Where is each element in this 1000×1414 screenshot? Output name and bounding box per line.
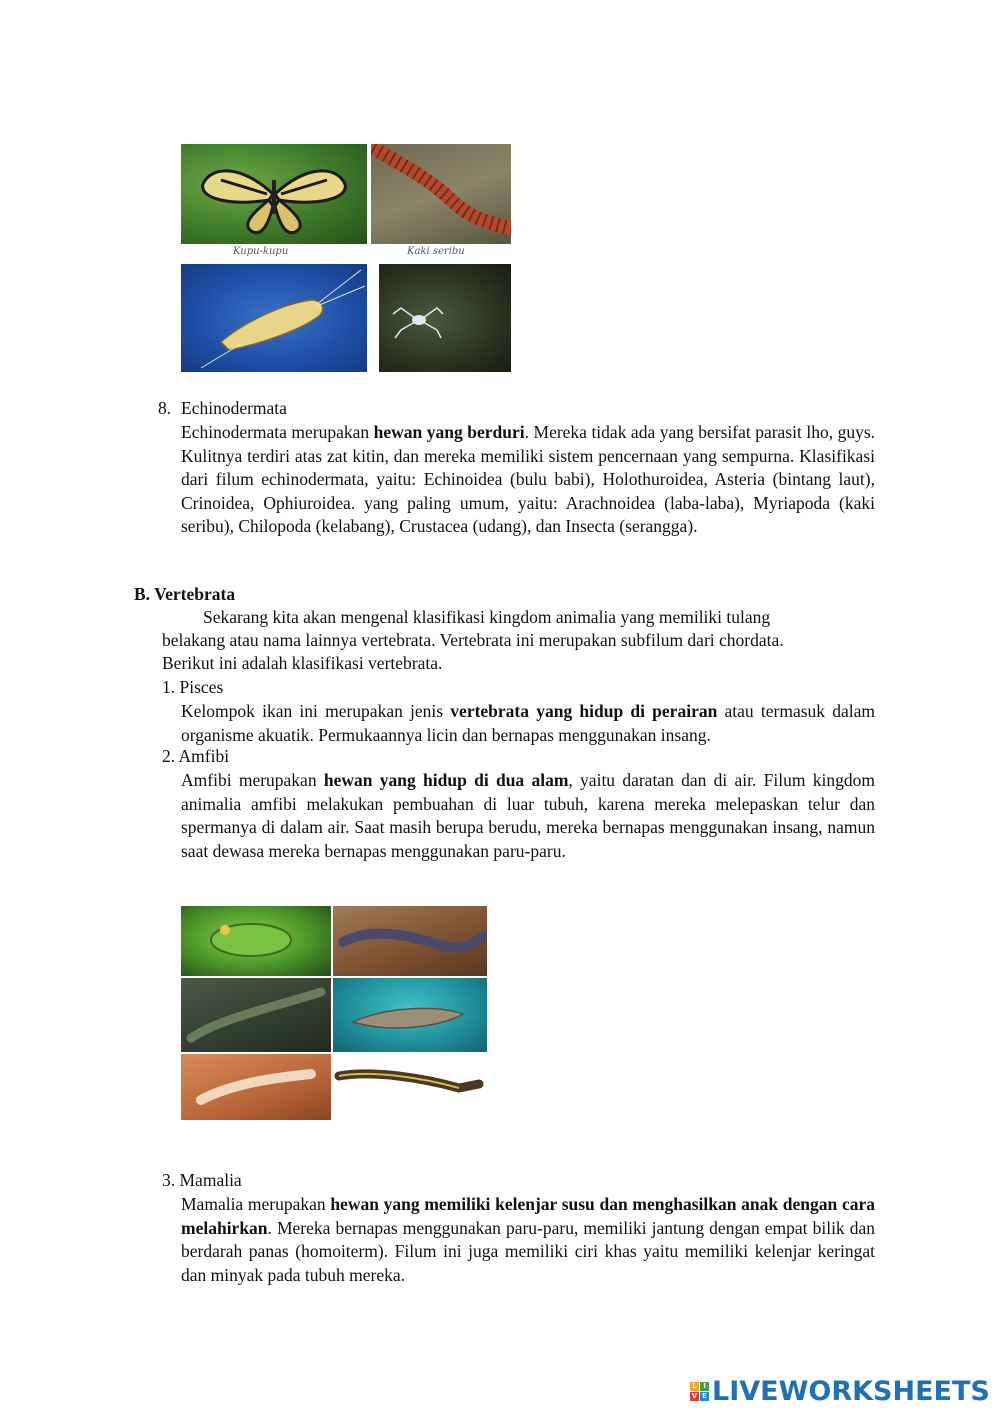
butterfly-caption: Kupu-kupu [233,246,289,257]
echinodermata-text-bold: hewan yang berduri [373,422,525,442]
vertebrata-intro-line-2: belakang atau nama lainnya vertebrata. Vertebrata ini merupakan subfilum dari chordata. [162,630,784,650]
echinodermata-title: Echinodermata [181,398,287,418]
echinodermata-text-start: Echinodermata merupakan [181,422,374,442]
spider-photo [379,264,511,372]
shrimp-photo [181,264,367,372]
pisces-text-bold: vertebrata yang hidup di perairan [450,701,718,721]
amphibian-photo-grid [181,906,487,1120]
logo-mark-icon [690,1382,709,1401]
arthropod-photo-grid [181,144,511,372]
amfibi-text-rest: , yaitu daratan dan di air. Filum kingdom animalia amfibi melakukan pembuahan di luar tubuh, karena mereka melepaskan telur dan spermanya di dalam air. Saat masih berupa berudu, mereka bernapas menggunakan insang, namun saat dewasa mereka bernapas menggunakan paru-paru. [181,770,875,861]
logo-mark-letter: L [690,1382,699,1391]
lizard-like-amphibian-photo [181,1054,331,1120]
echinodermata-number: 8. [158,398,172,418]
liveworksheets-logo [690,1374,990,1408]
mamalia-text-bold: hewan yang memiliki kelenjar susu dan menghasilkan anak dengan cara melahirkan [181,1194,875,1238]
amfibi-text-bold: hewan yang hidup di dua alam [323,770,569,790]
pisces-paragraph [181,700,875,747]
frog-photo [181,906,331,976]
logo-mark-letter: E [700,1392,709,1401]
butterfly-photo [181,144,367,244]
mamalia-title: 3. Mamalia [162,1170,242,1190]
logo-mark-letter: I [700,1382,709,1391]
echinodermata-text-rest: . Mereka tidak ada yang bersifat parasit lho, guys. Kulitnya terdiri atas zat kitin, dan mereka memiliki sistem pencernaan yang sempurna. Klasifikasi dari filum echinodermata, yaitu: Echinoidea (bulu babi), Holothuroidea, Asteria (bintang laut), Crinoidea, Ophiuroidea. yang paling umum, yaitu: Arachnoidea (laba-laba), Myriapoda (kaki seribu), Chilopoda (kelabang), Crustacea (udang), dan Insecta (serangga). [181,422,876,536]
salamander-dark-photo [181,978,331,1052]
vertebrata-heading: B. Vertebrata [134,584,236,604]
millipede-caption: Kaki seribu [407,246,465,257]
mamalia-text-start: Mamalia merupakan [181,1194,331,1214]
pisces-text-rest: atau termasuk dalam organisme akuatik. Permukaannya licin dan bernapas menggunakan insang. [181,701,875,745]
amfibi-text-start: Amfibi merupakan [181,770,324,790]
mamalia-text-rest: . Mereka bernapas menggunakan paru-paru, memiliki jantung dengan empat bilik dan berdarah panas (homoiterm). Filum ini juga memiliki ciri khas yaitu memiliki kelenjar keringat dan minyak pada tubuh mereka. [181,1217,875,1285]
vertebrata-intro-line-1: Sekarang kita akan mengenal klasifikasi kingdom animalia yang memiliki tulang [203,607,771,627]
pisces-text-start: Kelompok ikan ini merupakan jenis [181,701,451,721]
millipede-photo [371,144,511,244]
caecilian-photo [333,906,487,976]
amfibi-title: 2. Amfibi [162,746,230,766]
pisces-title: 1. Pisces [162,677,224,697]
logo-text: LIVEWORKSHEETS [712,1375,990,1407]
mamalia-paragraph [181,1193,875,1287]
logo-mark-letter: V [691,1392,698,1400]
echinodermata-paragraph [181,421,875,539]
vertebrata-intro-line-3: Berikut ini adalah klasifikasi vertebrata. [162,653,443,673]
amfibi-paragraph [181,769,875,863]
aquatic-amphibian-photo [333,978,487,1052]
newt-photo [333,1054,487,1120]
